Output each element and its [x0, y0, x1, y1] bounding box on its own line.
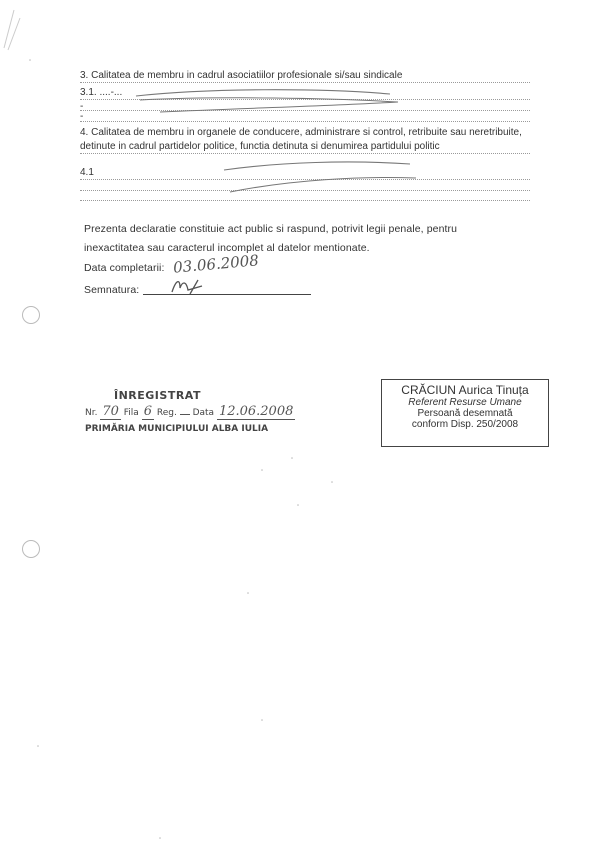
registration-data-value: 12.06.2008 — [218, 404, 294, 419]
declaration-line1: Prezenta declaratie constituie act public si raspund, potrivit legii penale, pentru — [84, 223, 458, 235]
official-stamp-name: CRĂCIUN Aurica Tinuța — [401, 383, 529, 397]
official-stamp-line4: conform Disp. 250/2008 — [411, 419, 519, 430]
registration-fila-label: Fila — [123, 408, 139, 418]
section4-heading-line1: 4. Calitatea de membru in organele de conducere, administrare si control, retribuite sau neretribuite, — [80, 127, 522, 138]
declaration-line2: inexactitatea sau caracterul incomplet al datelor mentionate. — [84, 242, 370, 254]
registration-fila-value: 6 — [143, 404, 152, 419]
section3-dash1: - — [80, 101, 84, 112]
section3-heading: 3. Calitatea de membru in cadrul asociatiilor profesionale si/sau sindicale — [80, 70, 403, 81]
registration-nr-label: Nr. — [85, 408, 98, 418]
registration-stamp-title: ÎNREGISTRAT — [114, 389, 201, 402]
date-value: 03.06.2008 — [172, 251, 260, 277]
signature-label: Semnatura: — [84, 284, 140, 296]
registration-nr-value: 70 — [102, 404, 119, 419]
section3-item: 3.1. ....-... — [80, 87, 123, 98]
date-label: Data completarii: — [84, 262, 165, 274]
registration-data-label: Data — [192, 408, 215, 418]
section4-heading-line2: detinute in cadrul partidelor politice, functia detinuta si denumirea partidului politic — [80, 141, 440, 152]
official-stamp-role: Referent Resurse Umane — [408, 397, 522, 408]
section4-item: 4.1 — [80, 167, 94, 178]
section3-dash2: - — [80, 111, 84, 122]
registration-reg-label: Reg. — [156, 408, 177, 418]
official-stamp-line3: Persoană desemnată — [417, 408, 513, 419]
registration-institution: PRIMĂRIA MUNICIPIULUI ALBA IULIA — [85, 424, 269, 434]
